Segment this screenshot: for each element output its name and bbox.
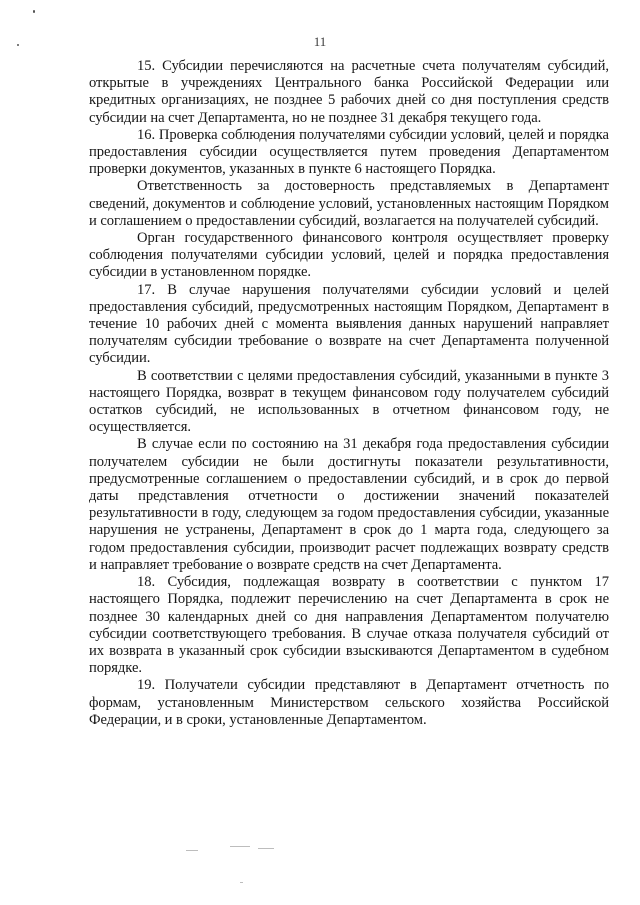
paragraph-responsibility: Ответственность за достоверность представляемых в Департамент сведений, документов и соблюдение условий, установленных настоящим Порядком и соглашением о предоставлении субсидий, возлагается на получателей субсидий. xyxy=(89,178,609,229)
scan-smudge xyxy=(186,850,198,851)
page-number: 11 xyxy=(313,34,327,49)
document-body xyxy=(89,58,609,729)
paragraph-financial-control: Орган государственного финансового контроля осуществляет проверку соблюдения получателями субсидии условий, целей и порядка предоставления субсидии в установленном порядке. xyxy=(89,230,609,281)
paragraph-clause-17: 17. В случае нарушения получателями субсидии условий и целей предоставления субсидий, предусмотренных настоящим Порядком, Департамент в течение 10 рабочих дней с момента выявления данных нарушений направляет получателям субсидии требование о возврате на счет Департамента полученной субсидии. xyxy=(89,281,609,367)
scan-speck xyxy=(33,10,35,13)
scan-smudge xyxy=(240,882,243,883)
scan-smudge xyxy=(230,846,250,847)
paragraph-clause-15: 15. Субсидии перечисляются на расчетные счета получателям субсидий, открытые в учреждениях Центрального банка Российской Федерации или кредитных организациях, не позднее 5 рабочих дней со дня поступления средств субсидии на счет Департамента, но не позднее 31 декабря текущего года. xyxy=(89,58,609,126)
paragraph-performance-indicators: В случае если по состоянию на 31 декабря года предоставления субсидии получателем субсидии не были достигнуты показатели результативности, предусмотренные соглашением о предоставлении субсидий, и в срок до первой даты представления отчетности о достижении значений показателей результативности в году, следующем за годом предоставления субсидии, указанные нарушения не устранены, Департамент в срок до 1 марта года, следующего за годом предоставления субсидии, производит расчет подлежащих возврату средств и направляет требование о возврате средств на счет Департамента. xyxy=(89,436,609,573)
paragraph-clause-18: 18. Субсидия, подлежащая возврату в соответствии с пунктом 17 настоящего Порядка, подлежит перечислению на счет Департамента в срок не позднее 30 календарных дней со дня направления Департаментом получателю субсидии соответствующего требования. В случае отказа получателя субсидий от их возврата в указанный срок субсидии взыскиваются Департаментом в судебном порядке. xyxy=(89,574,609,677)
paragraph-clause-19: 19. Получатели субсидии представляют в Департамент отчетность по формам, установленным Министерством сельского хозяйства Российской Федерации, и в сроки, установленные Департаментом. xyxy=(89,677,609,728)
scan-smudge xyxy=(258,848,274,849)
paragraph-remaining-funds: В соответствии с целями предоставления субсидий, указанными в пункте 3 настоящего Порядка, возврат в текущем финансовом году получателем субсидий остатков субсидий, не использованных в отчетном финансовом году, не осуществляется. xyxy=(89,367,609,436)
paragraph-clause-16: 16. Проверка соблюдения получателями субсидии условий, целей и порядка предоставления субсидии осуществляется путем проведения Департаментом проверки документов, указанных в пункте 6 настоящего Порядка. xyxy=(89,126,609,178)
